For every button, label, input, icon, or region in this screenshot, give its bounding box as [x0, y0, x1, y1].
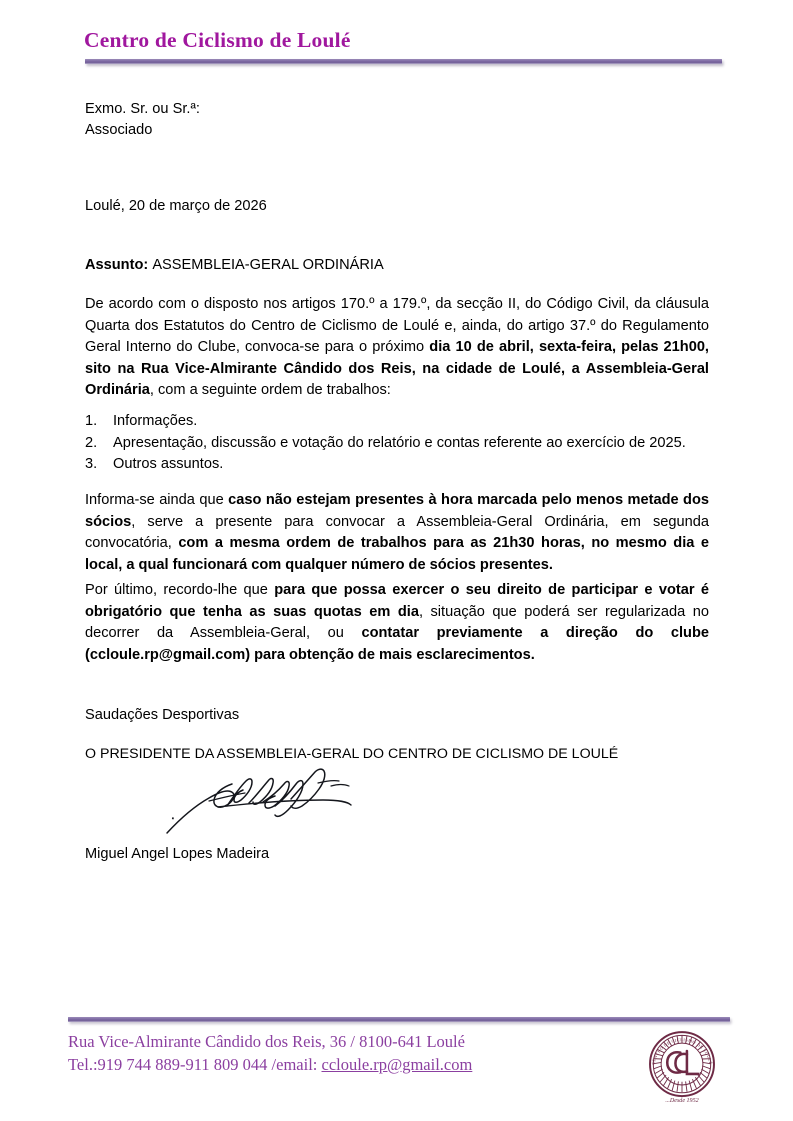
club-logo-seal [641, 1028, 723, 1110]
quorum-text-part2: , serve a presente para convocar a Assembleia-Geral Ordinária, em segunda convocatória, [85, 513, 709, 551]
list-item [85, 454, 709, 476]
agenda-list [85, 411, 709, 476]
handwritten-signature-image [163, 762, 393, 836]
dues-text-part1: Por último, recordo-lhe que [85, 582, 275, 598]
paragraph-convocation [85, 294, 709, 402]
club-name-title: Centro de Ciclismo de Loulé [84, 28, 351, 52]
signatory-name: Miguel Angel Lopes Madeira [85, 846, 270, 862]
subject-line [85, 255, 384, 276]
agenda-item-number: 3. [85, 456, 98, 472]
paragraph-dues [85, 580, 709, 666]
addressee-block [85, 99, 200, 141]
logo-founded-text: ...Desde 1952 [665, 1097, 699, 1104]
quorum-text-part1: Informa-se ainda que [85, 492, 229, 508]
addressee-salutation-line: Exmo. Sr. ou Sr.ª: [85, 101, 200, 117]
agenda-item-number: 1. [85, 413, 98, 429]
subject-label: Assunto: [85, 257, 149, 273]
signatory-role: O PRESIDENTE DA ASSEMBLEIA-GERAL DO CENTRO DE CICLISMO DE LOULÉ [85, 746, 619, 762]
footer-email-link[interactable]: ccloule.rp@gmail.com [321, 1055, 473, 1074]
agenda-item-text: Informações. [113, 413, 198, 429]
agenda-item-text: Apresentação, discussão e votação do relatório e contas referente ao exercício de 2025. [113, 434, 686, 451]
footer-phone-text: Tel.:919 744 889-911 809 044 /email: [68, 1055, 322, 1074]
logo-ring-text: CENTRO DE CICLISMO DE LOULÉ [650, 1037, 714, 1066]
dues-text-bold2: contatar previamente a direção do clube (ccloule.rp@gmail.com) para obtenção de mais esclarecimentos. [85, 625, 709, 663]
agenda-item-text: Outros assuntos. [113, 456, 224, 472]
header-divider-rule [85, 59, 722, 64]
quorum-text-bold1: caso não estejam presentes à hora marcada pelo menos metade dos sócios [85, 492, 710, 530]
quorum-text-bold2: com a mesma ordem de trabalhos para as 21h30 horas, no mesmo dia e local, a qual funcionará com qualquer número de sócios presentes. [85, 535, 709, 573]
place-and-date: Loulé, 20 de março de 2026 [85, 198, 267, 214]
list-item [85, 411, 709, 433]
subject-value: ASSEMBLEIA-GERAL ORDINÁRIA [152, 257, 384, 273]
footer-divider-rule [68, 1017, 730, 1022]
paragraph-quorum [85, 490, 709, 576]
footer-contact-block [68, 1030, 472, 1076]
convocation-text-part2: , com a seguinte ordem de trabalhos: [149, 382, 391, 398]
list-item [85, 433, 709, 455]
closing-salutation: Saudações Desportivas [85, 707, 240, 723]
footer-contact-line [68, 1053, 472, 1076]
dues-text-part2: , situação que poderá ser regularizada no decorrer da Assembleia-Geral, ou [85, 603, 709, 641]
convocation-text-part1: De acordo com o disposto nos artigos 170.º a 179.º, da secção II, do Código Civil, da cláusula Quarta dos Estatutos do Centro de Ciclismo de Loulé e, ainda, do artigo 37.º do Regulamento Geral Interno do Clube, convoca-se para o próximo [85, 296, 709, 355]
addressee-recipient-line: Associado [85, 122, 153, 138]
agenda-item-number: 2. [85, 434, 98, 451]
convocation-text-bold1: dia 10 de abril, sexta-feira, pelas 21h00, sito na Rua Vice-Almirante Cândido dos Reis, na cidade de Loulé, a Assembleia-Geral Ordinária [85, 339, 709, 398]
footer-address-line: Rua Vice-Almirante Cândido dos Reis, 36 / 8100-641 Loulé [68, 1032, 465, 1051]
dues-text-bold1: para que possa exercer o seu direito de participar e votar é obrigatório que tenha as suas quotas em dia [85, 582, 709, 620]
